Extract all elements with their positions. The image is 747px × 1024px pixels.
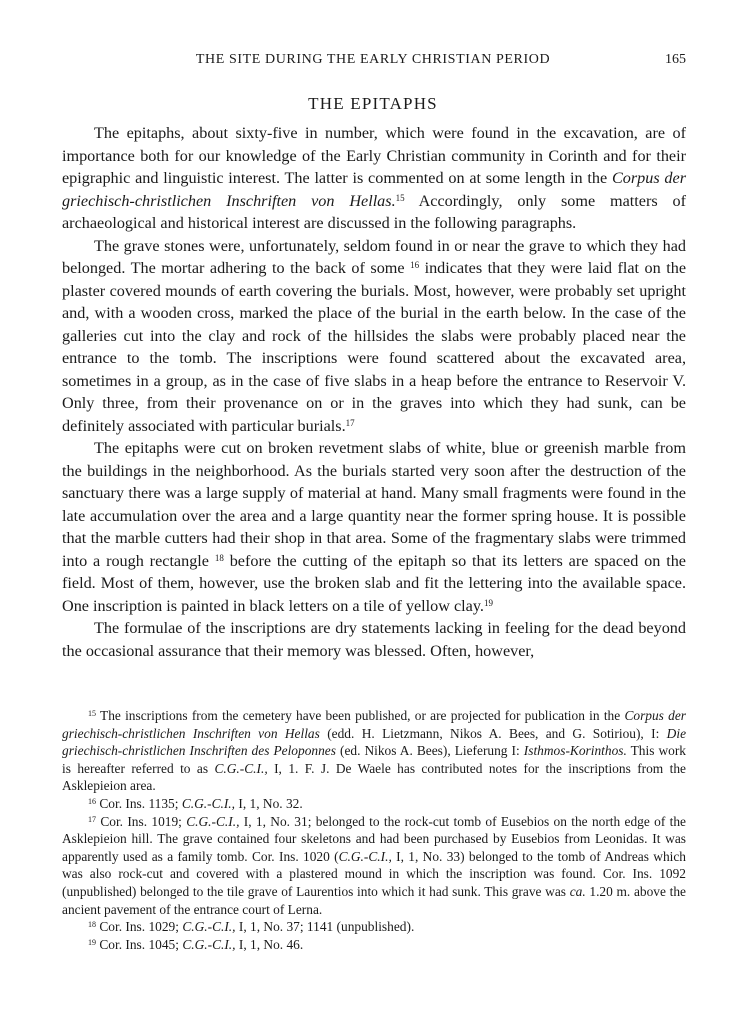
footnote-mark: 15 — [88, 709, 96, 718]
body-text — [62, 122, 686, 662]
footnote-text: (ed. Nikos A. Bees), Lieferung I: — [335, 743, 524, 759]
paragraph-text: before the cutting of the epitaph so that its letters are spaced on the field. Most of them, however, use the broken slab and fit the lettering into the available space. One inscription is painted in black letters on a tile of yellow clay. — [62, 551, 686, 615]
italic-abbrev: C.G.-C.I., — [182, 919, 236, 935]
footnote — [62, 936, 686, 954]
footnote-text: The inscriptions from the cemetery have been published, or are projected for publication in the — [96, 708, 625, 723]
footnote-text: Cor. Ins. 1135; — [96, 795, 182, 811]
footnote-text: I, 1, No. 32. — [235, 795, 303, 811]
footnote-text: I, 1, No. 33) belonged to the tomb of Andreas which was also rock-cut and covered with a plastered mound in which the inscription was found. Cor. Ins. 1092 (unpublished) belonged to the tile grave of Laurentios into which it had sunk. This grave was — [62, 848, 686, 899]
footnote-text: I, 1. F. J. De Waele has contributed notes for the inscriptions from the Asklepieion area. — [62, 760, 686, 794]
footnote-ref: 18 — [214, 552, 224, 563]
running-head — [60, 52, 686, 72]
italic-abbrev: C.G.-C.I., — [214, 760, 268, 776]
footnote-text: I, 1, No. 31; belonged to the rock-cut tomb of Eusebios on the north edge of the Asklepieion hill. The grave contained four skeletons and had been purchased by Eusebios from Leonidas. It was apparently used as a family tomb. Cor. Ins. 1020 ( — [62, 813, 686, 864]
italic-title: Isthmos-Korinthos. — [523, 743, 627, 759]
footnote-text: I, 1, No. 46. — [235, 936, 304, 952]
footnote — [62, 918, 686, 936]
footnote-text: 1.20 m. above the ancient pavement of the entrance court of Lerna. — [62, 883, 686, 917]
footnote-mark: 16 — [88, 796, 96, 806]
paragraph-text: Accordingly, only some matters of archaeological and historical interest are discussed in the following paragraphs. — [62, 191, 687, 232]
footnote-text: Cor. Ins. 1045; — [96, 936, 183, 952]
footnotes — [62, 707, 686, 953]
footnote-ref: 16 — [410, 260, 420, 270]
footnote-text: Cor. Ins. 1019; — [96, 813, 187, 829]
paragraph — [62, 235, 686, 438]
italic-title: Corpus der griechisch-christlichen Inschriften von Hellas — [62, 708, 686, 741]
italic-abbrev: C.G.-C.I., — [186, 813, 240, 829]
footnote-text: This work is hereafter referred to as — [62, 743, 687, 776]
italic-title: Die griechisch-christlichen Inschriften des Peloponnes — [62, 725, 687, 759]
paragraph — [62, 122, 686, 235]
paragraph-text: The grave stones were, unfortunately, seldom found in or near the grave to which they had belonged. The mortar adhering to the back of some — [62, 236, 686, 277]
footnote-text: Cor. Ins. 1029; — [96, 919, 183, 935]
page-number: 165 — [665, 52, 686, 67]
paragraph-text: The epitaphs were cut on broken revetment slabs of white, blue or greenish marble from the buildings in the neighborhood. As the burials started very soon after the destruction of the sanctuary there was a large supply of material at hand. Many small fragments were found in the late accumulation over the area and a large quantity near the former spring house. It is possible that the marble cutters had their shop in that area. Some of the fragmentary slabs were trimmed into a rough rectangle — [62, 439, 686, 570]
footnote-mark: 18 — [88, 920, 96, 930]
footnote — [62, 707, 686, 795]
running-title: THE SITE DURING THE EARLY CHRISTIAN PERIOD — [195, 52, 551, 67]
footnote-mark: 19 — [88, 937, 96, 947]
italic-title: Corpus der griechisch-christlichen Inschriften von Hellas. — [62, 169, 686, 210]
italic-abbrev: ca. — [569, 883, 586, 899]
paragraph-text: The epitaphs, about sixty-five in number, which were found in the excavation, are of importance both for our knowledge of the Early Christian community in Corinth and for their epigraphic and linguistic interest. The latter is commented on at some length in the — [62, 124, 686, 187]
paragraph-text: The formulae of the inscriptions are dry statements lacking in feeling for the dead beyond the occasional assurance that their memory was blessed. Often, however, — [62, 619, 686, 660]
footnote — [62, 795, 686, 813]
footnote-text: I, 1, No. 37; 1141 (unpublished). — [235, 919, 415, 935]
paragraph — [62, 617, 686, 662]
footnote-text: (edd. H. Lietzmann, Nikos A. Bees, and G. Sotiriou), I: — [319, 725, 667, 741]
paragraph — [62, 437, 686, 617]
footnote-ref: 19 — [483, 597, 493, 608]
footnote-mark: 17 — [88, 814, 96, 824]
footnote-ref: 17 — [345, 417, 355, 428]
italic-abbrev: C.G.-C.I., — [181, 795, 236, 811]
italic-abbrev: C.G.-C.I., — [338, 848, 392, 864]
italic-abbrev: C.G.-C.I., — [182, 936, 236, 952]
paragraph-text: indicates that they were laid flat on the plaster covered mounds of earth covering the burials. Most, however, were probably set upright and, with a wooden cross, marked the place of the burial in the earth below. In the case of the galleries cut into the clay and rock of the hillsides the slabs were probably placed near the entrance to the tomb. The inscriptions were found scattered about the excavated area, sometimes in a group, as in the case of five slabs in a heap before the entrance to Reservoir V. Only three, from their provenance on or in the graves into which they had sunk, can be definitely associated with particular burials. — [62, 259, 686, 435]
footnote — [62, 813, 686, 919]
footnote-ref: 15 — [395, 192, 405, 203]
section-heading: THE EPITAPHS — [308, 94, 438, 113]
